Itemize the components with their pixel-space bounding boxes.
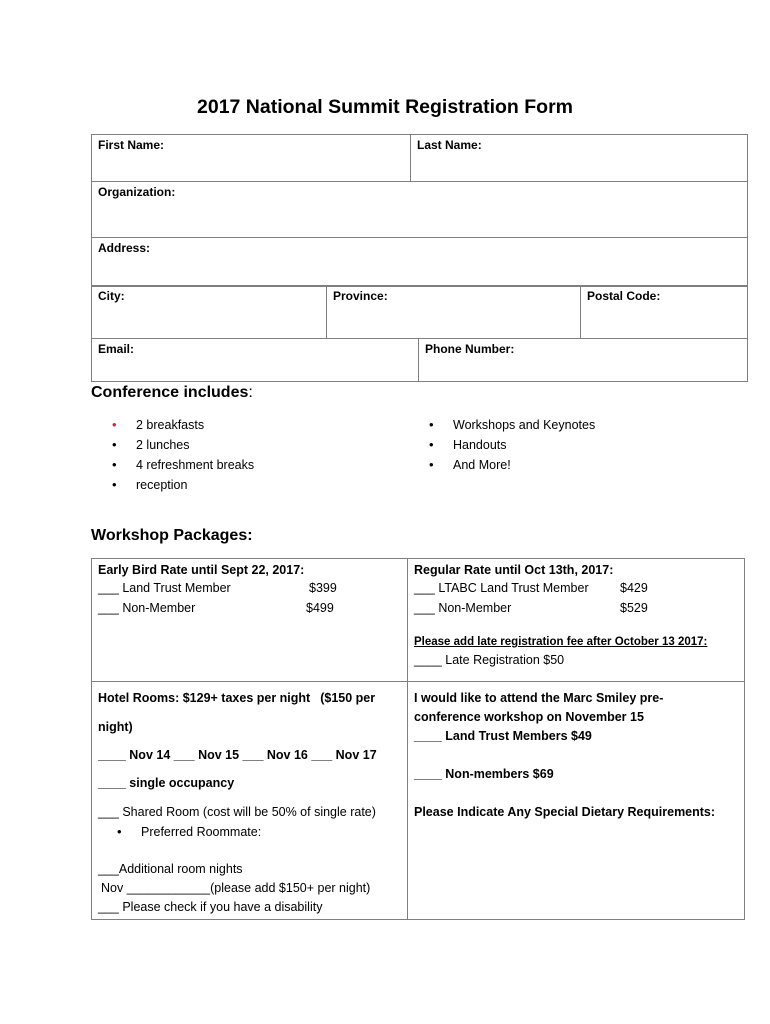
- early-bird-cell: [92, 559, 408, 682]
- dietary-requirements-field[interactable]: Please Indicate Any Special Dietary Requirements:: [414, 805, 716, 819]
- list-item: • reception: [109, 475, 389, 495]
- list-item: • Workshops and Keynotes: [426, 415, 706, 435]
- last-name-field[interactable]: [411, 135, 748, 182]
- regular-rate-row[interactable]: ___ LTABC Land Trust Member $429: [414, 579, 738, 599]
- phone-label: Phone Number:: [425, 342, 515, 356]
- conference-heading: Conference includes:: [91, 384, 253, 401]
- organization-label: Organization:: [98, 185, 176, 199]
- workshop-table: [91, 558, 745, 920]
- price: $429: [620, 581, 648, 595]
- phone-field[interactable]: [419, 339, 748, 382]
- form-title: 2017 National Summit Registration Form: [197, 96, 573, 118]
- first-name-field[interactable]: [92, 135, 411, 182]
- province-label: Province:: [333, 289, 388, 303]
- additional-nights-field[interactable]: Nov ____________(please add $150+ per night): [101, 881, 371, 895]
- regular-rate-title: Regular Rate until Oct 13th, 2017:: [414, 563, 614, 577]
- hotel-title: Hotel Rooms: $129+ taxes per night ($150 per: [98, 691, 376, 705]
- contact-table-city: [91, 285, 748, 339]
- city-field[interactable]: [92, 286, 327, 339]
- additional-nights-option[interactable]: ___Additional room nights: [98, 862, 243, 876]
- early-bird-row[interactable]: ___ Non-Member $499: [98, 599, 401, 619]
- email-label: Email:: [98, 342, 135, 356]
- preconference-cell: [408, 682, 745, 920]
- contact-table-top: [91, 134, 748, 287]
- regular-rate-cell: [408, 559, 745, 682]
- conference-list-left: [109, 415, 389, 495]
- hotel-cell: [92, 682, 408, 920]
- list-item: • And More!: [426, 455, 706, 475]
- late-registration-option[interactable]: ____ Late Registration $50: [414, 653, 565, 667]
- address-label: Address:: [98, 241, 151, 255]
- last-name-label: Last Name:: [417, 138, 482, 152]
- single-occupancy-option[interactable]: ____ single occupancy: [98, 776, 235, 790]
- preferred-roommate-field[interactable]: • Preferred Roommate:: [114, 822, 401, 842]
- list-item: • 2 lunches: [109, 435, 389, 455]
- members-option[interactable]: ____ Land Trust Members $49: [414, 729, 592, 743]
- nonmembers-option[interactable]: ____ Non-members $69: [414, 767, 554, 781]
- roommate-list: [114, 822, 401, 842]
- early-bird-title: Early Bird Rate until Sept 22, 2017:: [98, 563, 305, 577]
- postal-code-field[interactable]: [581, 286, 748, 339]
- first-name-label: First Name:: [98, 138, 165, 152]
- province-field[interactable]: [327, 286, 581, 339]
- price: $529: [620, 600, 648, 615]
- email-field[interactable]: [92, 339, 419, 382]
- disability-checkbox[interactable]: ___ Please check if you have a disability: [98, 900, 323, 914]
- contact-table-email: [91, 338, 748, 382]
- hotel-nights-options[interactable]: ____ Nov 14 ___ Nov 15 ___ Nov 16 ___ Nov 17: [98, 748, 377, 762]
- early-bird-row[interactable]: ___ Land Trust Member $399: [98, 579, 401, 599]
- shared-room-option[interactable]: ___ Shared Room (cost will be 50% of single rate): [98, 805, 376, 819]
- hotel-title-cont: night): [98, 720, 133, 734]
- postal-code-label: Postal Code:: [587, 289, 661, 303]
- preconference-line-1: I would like to attend the Marc Smiley pre-: [414, 691, 664, 705]
- price: $499: [306, 600, 334, 615]
- city-label: City:: [98, 289, 125, 303]
- late-fee-note: Please add late registration fee after October 13 2017:: [414, 636, 708, 648]
- list-item: • 2 breakfasts: [109, 415, 389, 435]
- workshop-heading: Workshop Packages:: [91, 527, 253, 544]
- address-field[interactable]: [92, 238, 748, 287]
- list-item: • Handouts: [426, 435, 706, 455]
- conference-list-right: [426, 415, 706, 475]
- preconference-line-2: conference workshop on November 15: [414, 710, 644, 724]
- price: $399: [309, 581, 337, 595]
- regular-rate-row[interactable]: ___ Non-Member $529: [414, 599, 738, 619]
- list-item: • 4 refreshment breaks: [109, 455, 389, 475]
- organization-field[interactable]: [92, 182, 748, 238]
